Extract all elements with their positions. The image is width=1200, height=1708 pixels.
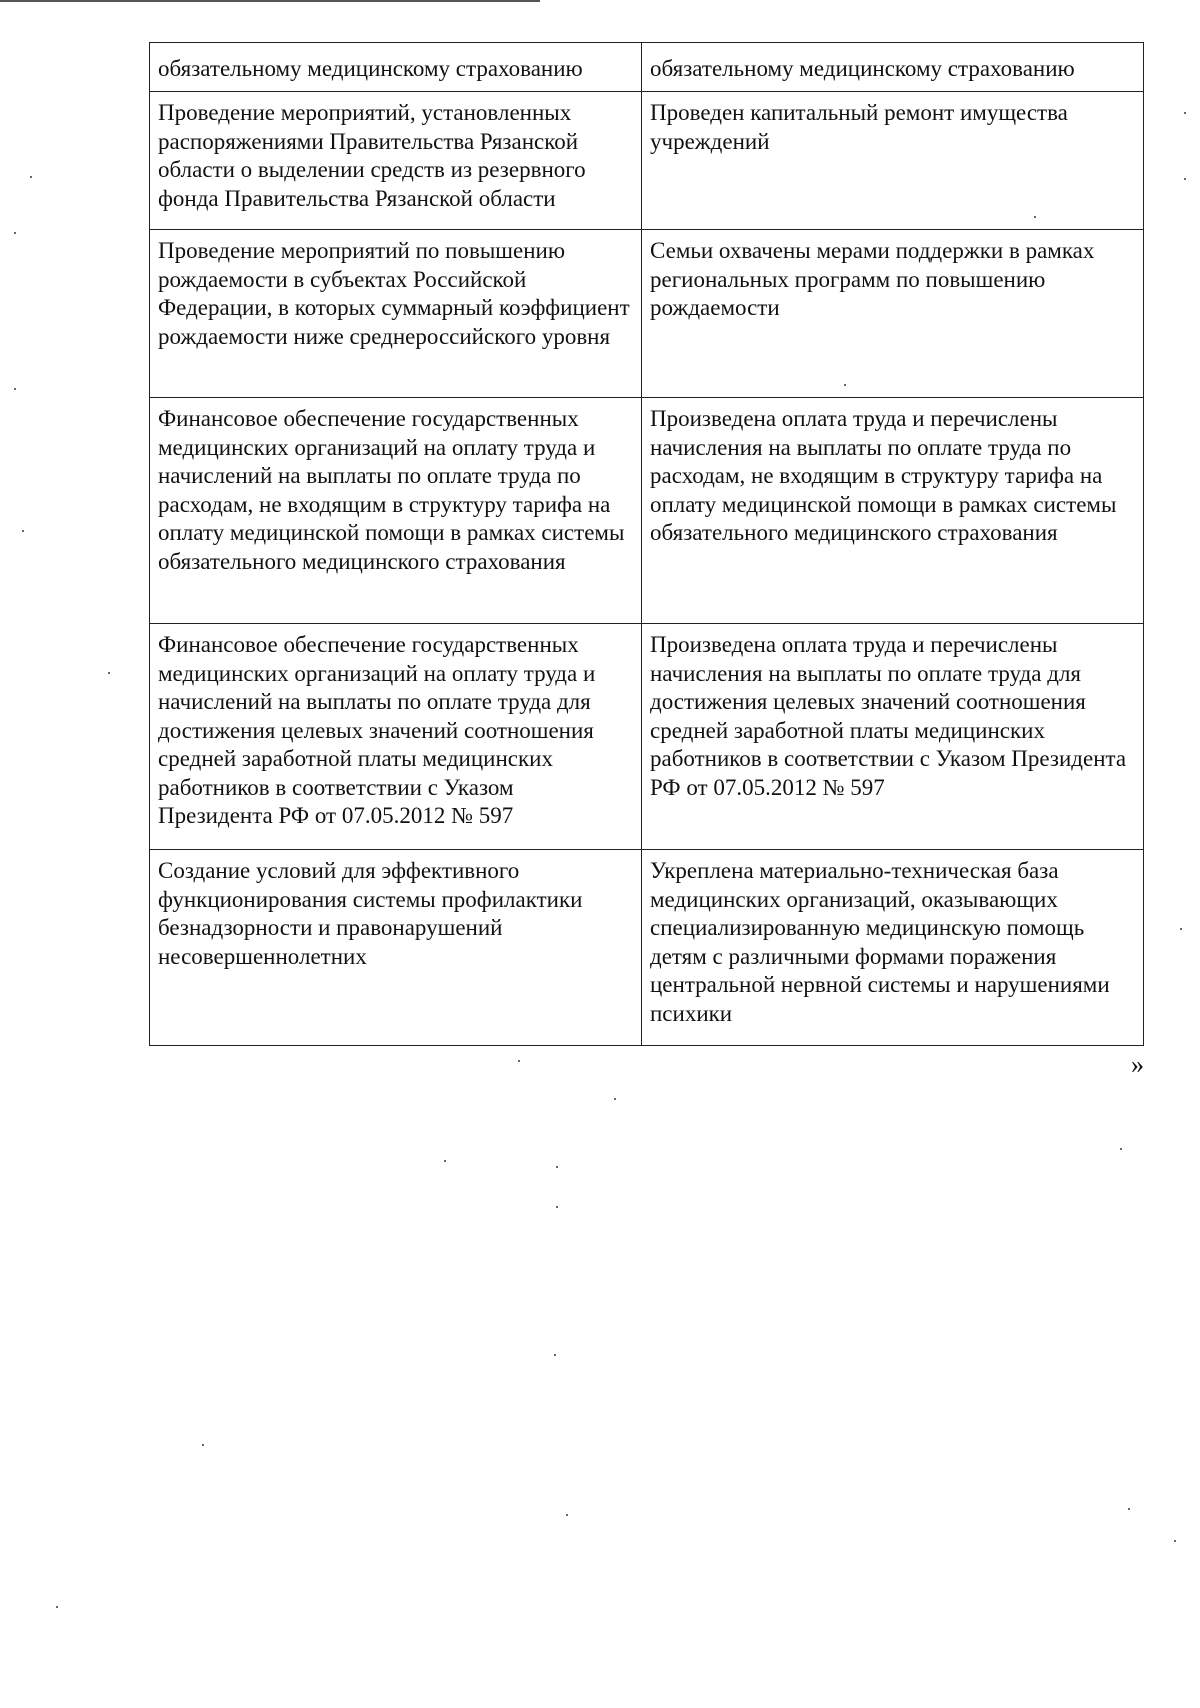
table-row (150, 398, 1144, 624)
scan-speck (56, 1606, 58, 1608)
scan-speck (556, 1206, 558, 1208)
scan-speck (1034, 216, 1036, 218)
measure-cell: Проведение мероприятий по повышению рождаемости в субъектах Российской Федерации, в которых суммарный коэффициент рождаемости ниже среднероссийского уровня (150, 230, 642, 398)
measure-cell: Проведение мероприятий, установленных распоряжениями Правительства Рязанской области о выделении средств из резервного фонда Правительства Рязанской области (150, 92, 642, 230)
scan-speck (1128, 1508, 1130, 1510)
scan-top-edge (0, 0, 540, 2)
scan-speck (554, 1354, 556, 1356)
result-cell: Произведена оплата труда и перечислены начисления на выплаты по оплате труда для достижения целевых значений соотношения средней заработной платы медицинских работников в соответствии с Указом Президента РФ от 07.05.2012 № 597 (642, 624, 1144, 850)
measure-cell: Финансовое обеспечение государственных медицинских организаций на оплату труда и начислений на выплаты по оплате труда по расходам, не входящим в структуру тарифа на оплату медицинской помощи в рамках системы обязательного медицинского страхования (150, 398, 642, 624)
result-cell: Произведена оплата труда и перечислены начисления на выплаты по оплате труда по расходам, не входящим в структуру тарифа на оплату медицинской помощи в рамках системы обязательного медицинского страхования (642, 398, 1144, 624)
scan-speck (614, 1098, 616, 1100)
table-row (150, 43, 1144, 92)
table-row (150, 624, 1144, 850)
scan-speck (30, 176, 32, 178)
scan-speck (556, 1166, 558, 1168)
scan-speck (844, 384, 846, 386)
result-cell: обязательному медицинскому страхованию (642, 43, 1144, 92)
scan-speck (518, 1060, 520, 1062)
scan-speck (1120, 1148, 1122, 1150)
scan-speck (1184, 112, 1186, 114)
scan-speck (14, 232, 16, 234)
scan-speck (108, 672, 110, 674)
result-cell: Семьи охвачены мерами поддержки в рамках региональных программ по повышению рождаемости (642, 230, 1144, 398)
table-row (150, 850, 1144, 1046)
scan-speck (1180, 928, 1182, 930)
scan-speck (1184, 178, 1186, 180)
scan-speck (1174, 1540, 1176, 1542)
table-row (150, 230, 1144, 398)
scan-speck (566, 1514, 568, 1516)
measure-cell: Создание условий для эффективного функционирования системы профилактики безнадзорности и правонарушений несовершеннолетних (150, 850, 642, 1046)
scan-speck (22, 530, 24, 532)
measure-cell: обязательному медицинскому страхованию (150, 43, 642, 92)
measures-results-table (149, 42, 1144, 1046)
scan-speck (202, 1444, 204, 1446)
result-cell: Укреплена материально-техническая база медицинских организаций, оказывающих специализированную медицинскую помощь детям с различными формами поражения центральной нервной системы и нарушениями психики (642, 850, 1144, 1046)
result-cell: Проведен капитальный ремонт имущества учреждений (642, 92, 1144, 230)
table-row (150, 92, 1144, 230)
scan-speck (444, 1160, 446, 1162)
closing-quote: » (1131, 1050, 1144, 1079)
measure-cell: Финансовое обеспечение государственных медицинских организаций на оплату труда и начислений на выплаты по оплате труда для достижения целевых значений соотношения средней заработной платы медицинских работников в соответствии с Указом Президента РФ от 07.05.2012 № 597 (150, 624, 642, 850)
scan-speck (14, 388, 16, 390)
